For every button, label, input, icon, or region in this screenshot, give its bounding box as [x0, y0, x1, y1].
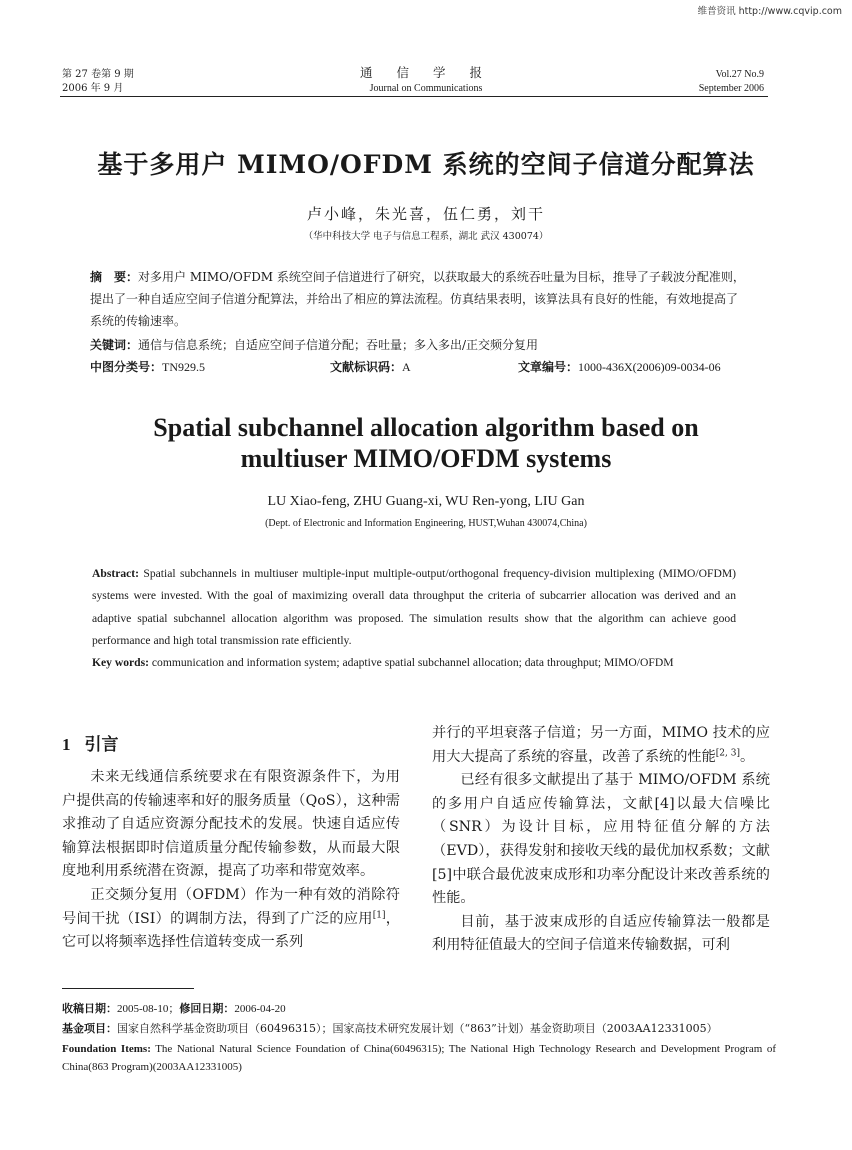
- affiliation-en: (Dept. of Electronic and Information Engineering, HUST,Wuhan 430074,China): [265, 518, 587, 529]
- body-text: 正交频分复用（OFDM）作为一种有效的消除符号间干扰（ISI）的调制方法，得到了广泛的应用: [62, 886, 400, 927]
- date-en: September 2006: [698, 83, 764, 94]
- article-number: [518, 357, 721, 377]
- volume-cn: 第 27 卷第 9 期: [62, 69, 134, 80]
- journal-name-en: Journal on Communications: [369, 83, 483, 94]
- body-column-left: [62, 766, 400, 955]
- keywords-cn: [90, 335, 750, 355]
- body-text: ，它可以将频率选择性信道转变成一系列: [62, 910, 400, 951]
- article-number-label: 文章编号：: [518, 360, 579, 374]
- revised-label: 修回日期：: [179, 1002, 235, 1015]
- section-heading: [62, 730, 119, 755]
- funding-en-text: The National Natural Science Foundation of China(60496315); The National High Technology Research and Development Program of China(863 Program)(2003AA12331005): [62, 1043, 776, 1073]
- body-paragraph: [432, 722, 770, 769]
- watermark: 维普资讯 http://www.cqvip.com: [697, 6, 842, 17]
- doc-code-value: A: [402, 360, 411, 374]
- paper-title-en: [0, 412, 852, 474]
- title-en-line-2: multiuser MIMO/OFDM systems: [240, 444, 612, 473]
- keywords-en: [92, 652, 736, 674]
- document-code: [330, 357, 411, 377]
- authors-en: LU Xiao-feng, ZHU Guang-xi, WU Ren-yong, LIU Gan: [267, 494, 585, 509]
- abstract-cn-text: 对多用户 MIMO/OFDM 系统空间子信道进行了研究，以获取最大的系统吞吐量为目标，推导了子载波分配准则，提出了一种自适应空间子信道分配算法，并给出了相应的算法流程。仿真结果表明，该算法具有良好的性能，有效地提高了系统的传输速率。: [90, 270, 745, 328]
- received-label: 收稿日期：: [62, 1002, 117, 1015]
- keywords-cn-label: 关键词：: [90, 338, 139, 352]
- title-en-line-1: Spatial subchannel allocation algorithm based on: [153, 413, 699, 442]
- header-rule: [60, 96, 768, 97]
- footnote-rule: [62, 988, 194, 989]
- abstract-cn: [90, 266, 748, 332]
- clc-label: 中图分类号：: [90, 360, 163, 374]
- affiliation-cn: （华中科技大学 电子与信息工程系，湖北 武汉 430074）: [303, 231, 549, 242]
- footnote-funding-en: [62, 1040, 776, 1076]
- section-number: 1: [62, 735, 71, 754]
- revised-date: 2006-04-20: [234, 1003, 286, 1015]
- footnote-funding-cn: [62, 1020, 776, 1038]
- abstract-cn-label: 摘 要：: [90, 270, 139, 284]
- body-paragraph: 目前，基于波束成形的自适应传输算法一般都是利用特征值最大的空间子信道来传输数据，可利: [432, 913, 770, 954]
- clc-number: [90, 357, 205, 377]
- funding-cn-text: 国家自然科学基金资助项目（60496315）；国家高技术研究发展计划（“863”计划）基金资助项目（2003AA12331005）: [117, 1022, 718, 1035]
- doc-code-label: 文献标识码：: [330, 360, 403, 374]
- date-cn: 2006 年 9 月: [62, 83, 124, 94]
- received-date: 2005-08-10；: [117, 1003, 180, 1015]
- header-right: [699, 68, 764, 96]
- volume-en: Vol.27 No.9: [715, 69, 764, 80]
- clc-value: TN929.5: [162, 360, 206, 374]
- authors-cn: 卢小峰，朱光喜，伍仁勇，刘干: [306, 205, 545, 223]
- body-paragraph: 已经有很多文献提出了基于 MIMO/OFDM 系统的多用户自适应传输算法，文献[4]以最大信噪比（SNR）为设计目标，应用特征值分解的方法（EVD），获得发射和接收天线的最优加权系数；文献[5]中联合最优波束成形和功率分配设计来改善系统的性能。: [432, 772, 770, 907]
- keywords-en-text: communication and information system; adaptive spatial subchannel allocation; data throughput; MIMO/OFDM: [151, 656, 674, 669]
- paper-title-cn: 基于多用户 MIMO/OFDM 系统的空间子信道分配算法: [97, 150, 755, 179]
- journal-name-cn: 通 信 学 报: [360, 65, 492, 80]
- citation: [1]: [372, 909, 386, 920]
- keywords-en-label: Key words:: [92, 656, 149, 669]
- section-title: 引言: [84, 735, 119, 755]
- citation: [2, 3]: [715, 747, 740, 758]
- funding-en-label: Foundation Items:: [62, 1043, 151, 1055]
- body-text: 。: [739, 748, 755, 765]
- body-column-right: [432, 722, 770, 958]
- footnote-dates: [62, 1000, 776, 1018]
- abstract-en-label: Abstract:: [92, 567, 140, 580]
- funding-cn-label: 基金项目：: [62, 1022, 117, 1035]
- body-paragraph: [62, 884, 400, 955]
- abstract-en: [92, 563, 736, 653]
- keywords-cn-text: 通信与信息系统；自适应空间子信道分配；吞吐量；多入多出/正交频分复用: [138, 338, 539, 352]
- body-paragraph: 未来无线通信系统要求在有限资源条件下，为用户提供高的传输速率和好的服务质量（QoS），这种需求推动了自适应资源分配技术的发展。快速自适应传输算法根据即时信道质量分配传输参数，从而最大限度地利用系统潜在资源，提高了功率和带宽效率。: [62, 769, 400, 880]
- article-number-value: 1000-436X(2006)09-0034-06: [578, 360, 721, 374]
- abstract-en-text: Spatial subchannels in multiuser multiple-input multiple-output/orthogonal frequency-division multiplexing (MIMO/OFDM) systems were invested. With the goal of maximizing overall data throughput the criteria of subcarrier allocation was derived and an adaptive spatial subchannel allocation algorithm was proposed. The simulation results show that the algorithm can achieve good performance and high total transmission rate efficiently.: [92, 567, 737, 648]
- body-text: 并行的平坦衰落子信道；另一方面，MIMO 技术的应用大大提高了系统的容量，改善了系统的性能: [432, 725, 770, 765]
